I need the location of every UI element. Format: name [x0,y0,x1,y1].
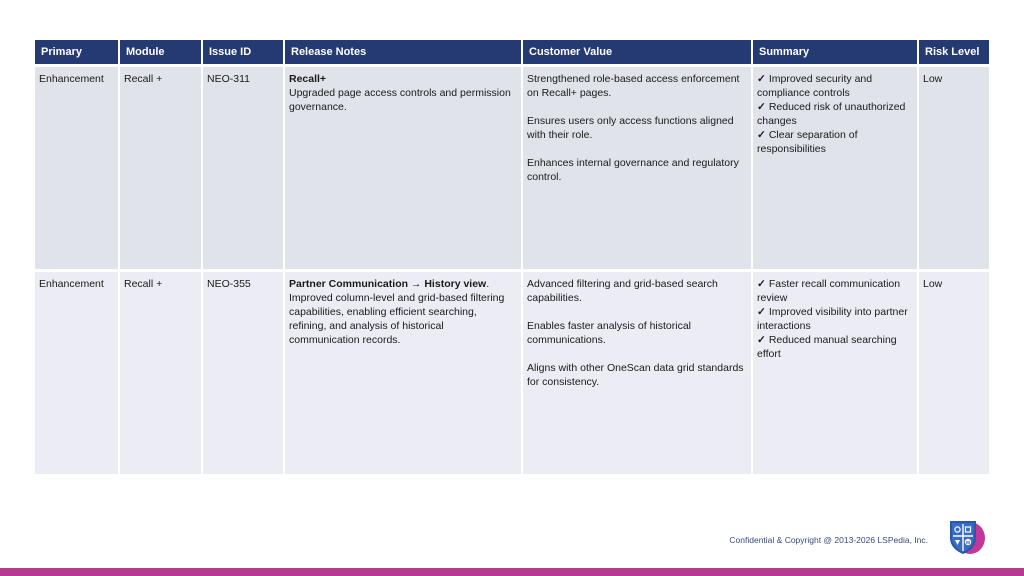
release-note-title: Partner Communication → History view [289,278,487,290]
customer-value-paragraph: Aligns with other OneScan data grid standards for consistency. [527,362,744,388]
cell-summary [752,66,918,271]
checkmark-icon: ✓ [757,101,766,113]
cell-customer-value [522,66,752,271]
customer-value-paragraph: Advanced filtering and grid-based search capabilities. [527,278,718,304]
customer-value-paragraph: Strengthened role-based access enforcement on Recall+ pages. [527,73,740,99]
svg-text:M: M [966,539,970,545]
table-row [35,271,989,475]
cell-risk-level: Low [918,66,989,271]
header-release-notes: Release Notes [284,40,522,66]
table-header-row [35,40,989,66]
release-note-title: Recall+ [289,73,327,85]
cell-issue-id: NEO-355 [202,271,284,475]
customer-value-paragraph: Enables faster analysis of historical communications. [527,320,691,346]
cell-summary [752,271,918,475]
release-note-title-suffix: . [486,278,490,290]
cell-release-notes [284,66,522,271]
summary-item-text: Clear separation of responsibilities [757,129,858,155]
summary-item-text: Reduced manual searching effort [757,334,897,360]
copyright-footer: Confidential & Copyright @ 2013-2026 LSPedia, Inc. [729,535,928,545]
cell-primary: Enhancement [35,271,119,475]
bottom-accent-bar [0,568,1024,576]
cell-module: Recall + [119,271,202,475]
checkmark-icon: ✓ [757,306,766,318]
table-row [35,66,989,271]
checkmark-icon: ✓ [757,73,766,85]
cell-release-notes [284,271,522,475]
summary-item-text: Improved security and compliance controls [757,73,873,99]
header-module: Module [119,40,202,66]
header-summary: Summary [752,40,918,66]
cell-risk-level: Low [918,271,989,475]
checkmark-icon: ✓ [757,129,766,141]
summary-item-text: Improved visibility into partner interactions [757,306,908,332]
release-note-body: Upgraded page access controls and permission governance. [289,87,511,113]
header-customer-value: Customer Value [522,40,752,66]
cell-module: Recall + [119,66,202,271]
checkmark-icon: ✓ [757,334,766,346]
header-primary: Primary [35,40,119,66]
release-note-body: Improved column-level and grid-based filtering capabilities, enabling efficient searching, refining, and analysis of historical communication records. [289,292,505,346]
customer-value-paragraph: Enhances internal governance and regulatory control. [527,157,739,183]
checkmark-icon: ✓ [757,278,766,290]
summary-item [757,305,913,333]
header-risk-level: Risk Level [918,40,989,66]
cell-primary: Enhancement [35,66,119,271]
cell-customer-value [522,271,752,475]
summary-item [757,72,913,100]
summary-item-text: Faster recall communication review [757,278,901,304]
customer-value-paragraph: Ensures users only access functions aligned with their role. [527,115,734,141]
summary-item [757,128,913,156]
summary-item-text: Reduced risk of unauthorized changes [757,101,906,127]
release-notes-table [35,40,989,474]
summary-item [757,277,913,305]
cell-issue-id: NEO-311 [202,66,284,271]
header-issue-id: Issue ID [202,40,284,66]
summary-item [757,333,913,361]
lspedia-shield-logo-icon [946,518,986,556]
summary-item [757,100,913,128]
